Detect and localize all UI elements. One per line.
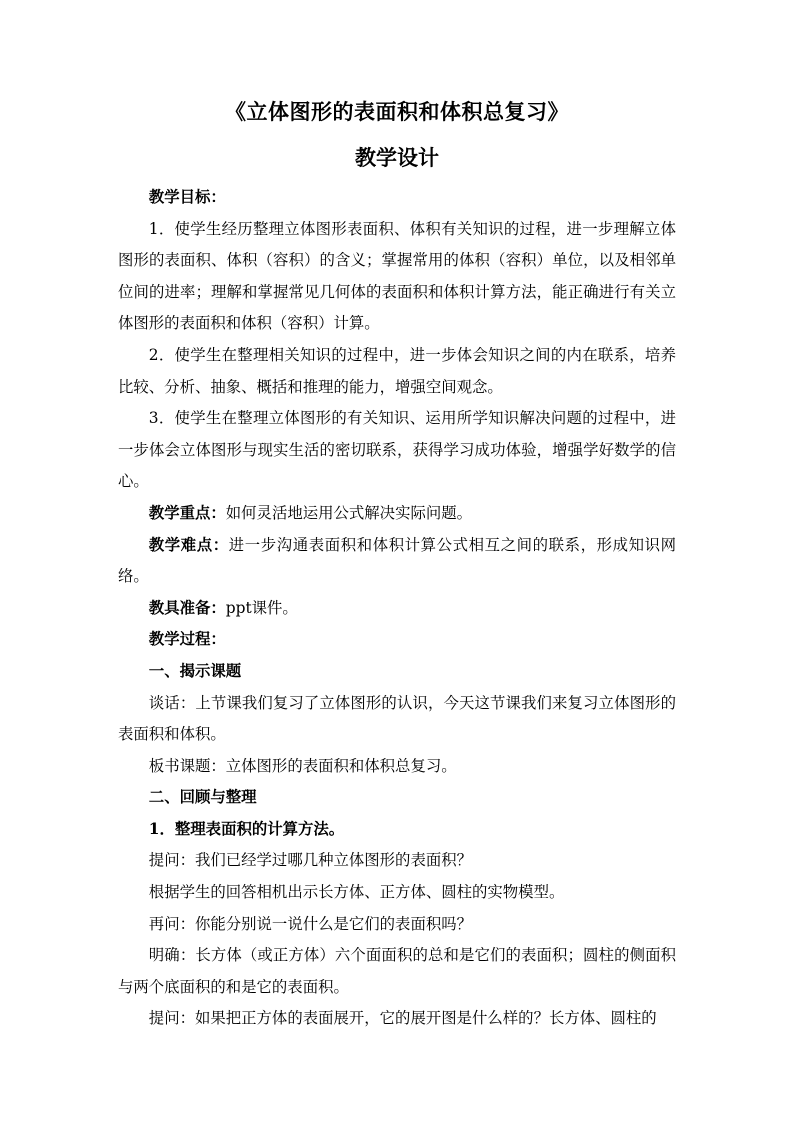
document-subtitle: 教学设计	[355, 145, 439, 170]
difficulty-point	[118, 530, 676, 593]
section-2-heading: 二、回顾与整理	[148, 788, 257, 807]
section-1-heading: 一、揭示课题	[148, 661, 242, 680]
document-title: 《立体图形的表面积和体积总复习》	[225, 99, 569, 124]
section-1-paragraph-1: 谈话：上节课我们复习了立体图形的认识，今天这节课我们来复习立体图形的表面积和体积。	[118, 693, 676, 744]
process-heading: 教学过程：	[148, 630, 226, 649]
section-2-paragraph-3: 再问：你能分别说一说什么是它们的表面积吗？	[148, 914, 473, 933]
difficulty-label: 教学难点：	[148, 535, 229, 554]
goals-heading: 教学目标：	[148, 188, 226, 206]
tools-text: ppt课件。	[225, 598, 298, 617]
key-point	[118, 498, 676, 530]
goal-2: 2．使学生在整理相关知识的过程中，进一步体会知识之间的内在联系，培养比较、分析、抽象、概括和推理的能力，增强空间观念。	[118, 345, 676, 396]
tools-prep	[118, 593, 676, 625]
section-2-paragraph-4: 明确：长方体（或正方体）六个面面积的总和是它们的表面积；圆柱的侧面积与两个底面积的和是它的表面积。	[118, 946, 676, 996]
key-point-label: 教学重点：	[148, 503, 226, 522]
section-2-subheading-1: 1．整理表面积的计算方法。	[148, 819, 345, 838]
goal-1: 1．使学生经历整理立体图形表面积、体积有关知识的过程，进一步理解立体图形的表面积、体积（容积）的含义；掌握常用的体积（容积）单位，以及相邻单位间的进率；理解和掌握常见几何体的表面积和体积计算方法，能正确进行有关立体图形的表面积和体积（容积）计算。	[118, 219, 676, 333]
goal-3: 3．使学生在整理立体图形的有关知识、运用所学知识解决问题的过程中，进一步体会立体图形与现实生活的密切联系，获得学习成功体验，增强学好数学的信心。	[118, 409, 676, 491]
document-page	[118, 96, 676, 1035]
section-2-paragraph-2: 根据学生的回答相机出示长方体、正方体、圆柱的实物模型。	[148, 883, 565, 902]
difficulty-text: 进一步沟通表面积和体积计算公式相互之间的联系，形成知识网络。	[118, 535, 676, 586]
section-2-paragraph-5: 提问：如果把正方体的表面展开，它的展开图是什么样的？长方体、圆柱的	[148, 1009, 657, 1028]
section-2-paragraph-1: 提问：我们已经学过哪几种立体图形的表面积？	[148, 851, 473, 870]
tools-label: 教具准备：	[148, 598, 226, 617]
section-1-paragraph-2: 板书课题：立体图形的表面积和体积总复习。	[148, 756, 457, 775]
key-point-text: 如何灵活地运用公式解决实际问题。	[225, 503, 473, 522]
